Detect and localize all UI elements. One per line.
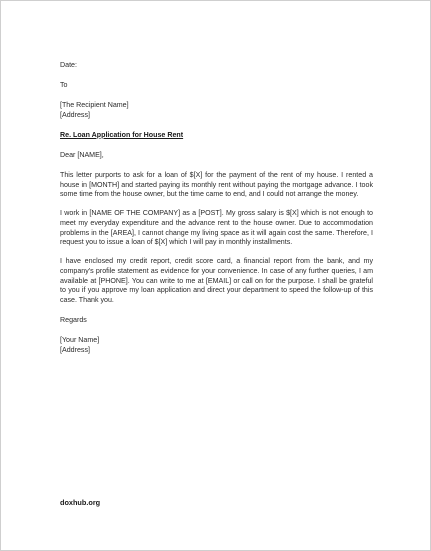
sender-address: [Address]: [60, 345, 90, 354]
sender-name: [Your Name]: [60, 335, 100, 344]
closing: Regards: [60, 315, 87, 324]
paragraph-2: I work in [NAME OF THE COMPANY] as a [POST]. My gross salary is $[X] which is not enough to meet my everyday expenditure and the advance rent to the house owner. Due to accommodation problems in the [AREA], I cannot change my living space as it will again cost the same. Therefore, I request you to issue a loan of $[X] which I will pay in monthly installments.: [60, 209, 373, 247]
recipient-address: [Address]: [60, 110, 90, 119]
paragraph-3: I have enclosed my credit report, credit score card, a financial report from the bank, and my company's profile statement as evidence for your convenience. In case of any further queries, I am available at [PHONE]. You can write to me at [EMAIL] or call on for the purpose. I shall be grateful to you if you approve my loan application and direct your department to speed the follow-up of this case. Thank you.: [60, 257, 373, 304]
subject-line: Re. Loan Application for House Rent: [60, 130, 184, 139]
date-label: Date:: [60, 61, 77, 69]
letter-body: [60, 61, 373, 355]
recipient-name: [The Recipient Name]: [60, 101, 129, 110]
salutation: Dear [NAME],: [60, 150, 104, 159]
paragraph-1: This letter purports to ask for a loan of $[X] for the payment of the rent of my house. I rented a house in [MONTH] and started paying its monthly rent without paying the mortgage advance. I took some time from the house owner, but the time came to end, and I could not arrange the money.: [60, 171, 373, 199]
footer-site-link[interactable]: doxhub.org: [60, 498, 101, 507]
to-label: To: [60, 81, 68, 90]
